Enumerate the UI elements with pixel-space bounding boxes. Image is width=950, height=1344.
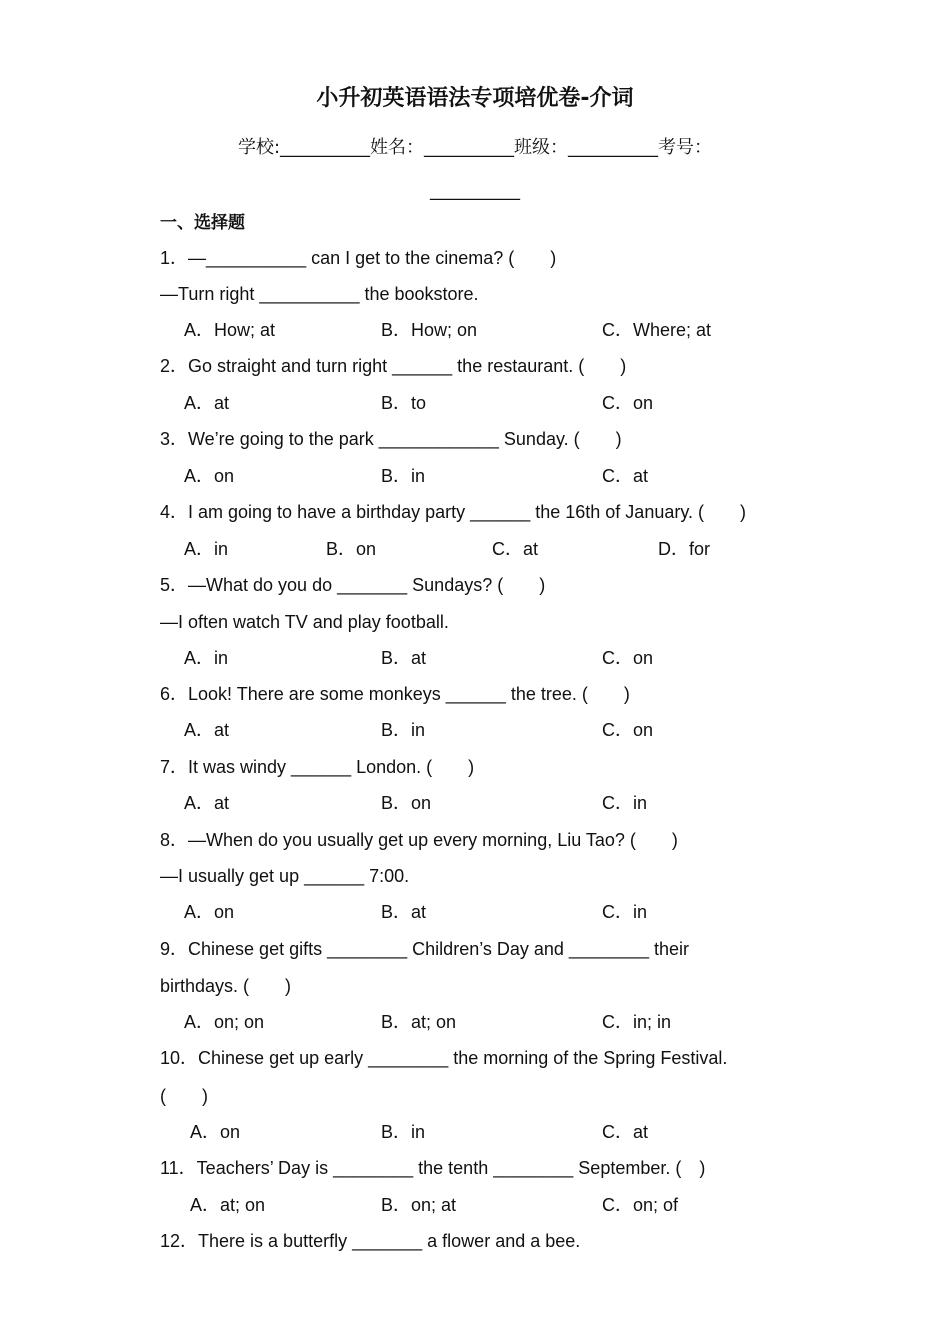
question-1-line-2: —Turn right __________ the bookstore. [160, 284, 479, 304]
page-title: 小升初英语语法专项培优卷-介词 [316, 86, 634, 111]
question-9-option-b[interactable]: B．at; on [381, 1012, 457, 1032]
question-9-option-c[interactable]: C．in; in [602, 1012, 672, 1032]
question-2-line-1: 2．Go straight and turn right ______ the restaurant. ( ) [160, 356, 627, 376]
question-1-option-b[interactable]: B．How; on [381, 320, 478, 340]
question-2-option-a[interactable]: A．at [184, 393, 230, 413]
question-6-option-b[interactable]: B．in [381, 720, 426, 740]
question-10-option-b[interactable]: B．in [381, 1122, 426, 1142]
question-5-line-2: —I often watch TV and play football. [160, 612, 449, 632]
question-5-option-c[interactable]: C．on [602, 648, 654, 668]
question-4-line-1: 4．I am going to have a birthday party ______ the 16th of January. ( ) [160, 502, 747, 522]
question-6-option-c[interactable]: C．on [602, 720, 654, 740]
question-3-option-a[interactable]: A．on [184, 466, 235, 486]
question-1-option-c[interactable]: C．Where; at [602, 320, 712, 340]
section-heading: 一、选择题 [160, 213, 245, 233]
question-9-line-2: birthdays. ( ) [160, 976, 292, 996]
question-3-option-b[interactable]: B．in [381, 466, 426, 486]
question-10-option-a[interactable]: A．on [190, 1122, 241, 1142]
question-11-option-c[interactable]: C．on; of [602, 1195, 679, 1215]
question-8-option-b[interactable]: B．at [381, 902, 427, 922]
question-7-option-c[interactable]: C．in [602, 793, 648, 813]
question-8-option-a[interactable]: A．on [184, 902, 235, 922]
question-3-option-c[interactable]: C．at [602, 466, 649, 486]
question-8-line-1: 8．—When do you usually get up every morning, Liu Tao? ( ) [160, 830, 678, 850]
question-1-option-a[interactable]: A．How; at [184, 320, 276, 340]
question-4-option-c[interactable]: C．at [492, 539, 539, 559]
question-6-line-1: 6．Look! There are some monkeys ______ the tree. ( ) [160, 684, 630, 704]
question-5-option-b[interactable]: B．at [381, 648, 427, 668]
question-10-line-2: ( ) [160, 1086, 208, 1106]
question-3-line-1: 3．We’re going to the park ____________ Sunday. ( ) [160, 429, 622, 449]
question-2-option-b[interactable]: B．to [381, 393, 427, 413]
question-11-line-1: 11．Teachers’ Day is ________ the tenth ________ September. ( ) [160, 1158, 706, 1178]
question-2-option-c[interactable]: C．on [602, 393, 654, 413]
question-1-line-1: 1．—__________ can I get to the cinema? ( ) [160, 248, 557, 268]
student-info-line-2: __________ [430, 180, 520, 201]
question-4-option-d[interactable]: D．for [658, 539, 711, 559]
question-7-option-b[interactable]: B．on [381, 793, 432, 813]
question-9-line-1: 9．Chinese get gifts ________ Children’s Day and ________ their [160, 939, 690, 959]
question-4-option-b[interactable]: B．on [326, 539, 377, 559]
question-9-option-a[interactable]: A．on; on [184, 1012, 265, 1032]
question-4-option-a[interactable]: A．in [184, 539, 229, 559]
question-8-line-2: —I usually get up ______ 7:00. [160, 866, 410, 886]
question-12-line-1: 12．There is a butterfly _______ a flower and a bee. [160, 1231, 581, 1251]
question-5-option-a[interactable]: A．in [184, 648, 229, 668]
question-7-option-a[interactable]: A．at [184, 793, 230, 813]
question-10-line-1: 10．Chinese get up early ________ the morning of the Spring Festival. [160, 1048, 728, 1068]
question-6-option-a[interactable]: A．at [184, 720, 230, 740]
question-8-option-c[interactable]: C．in [602, 902, 648, 922]
question-5-line-1: 5．—What do you do _______ Sundays? ( ) [160, 575, 546, 595]
question-10-option-c[interactable]: C．at [602, 1122, 649, 1142]
question-11-option-a[interactable]: A．at; on [190, 1195, 266, 1215]
question-11-option-b[interactable]: B．on; at [381, 1195, 457, 1215]
student-info-line: 学校:__________姓名：__________班级：__________考号： [237, 137, 713, 158]
question-7-line-1: 7．It was windy ______ London. ( ) [160, 757, 475, 777]
